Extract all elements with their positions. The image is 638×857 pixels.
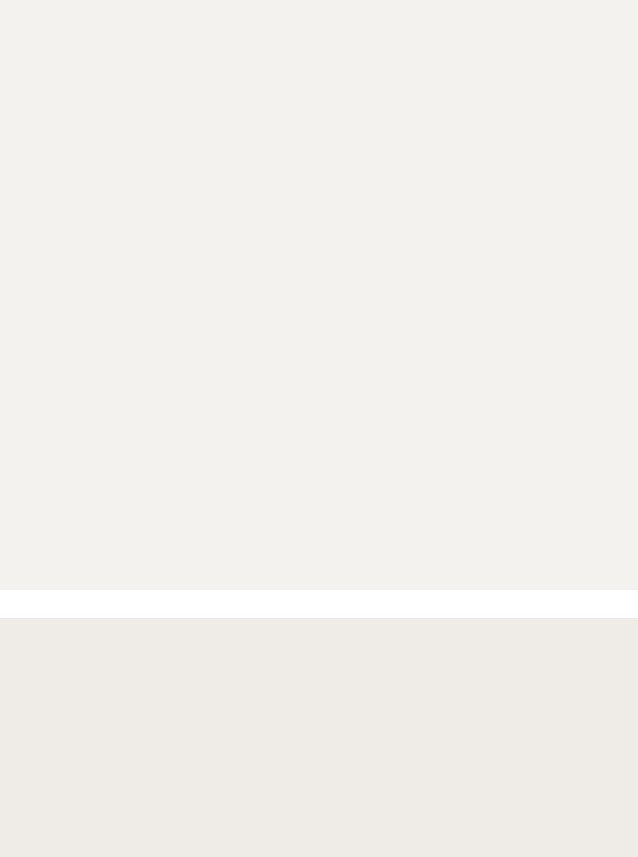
page-content-top	[56, 6, 614, 12]
page-content-bottom	[56, 634, 614, 636]
page-bottom-section	[0, 618, 638, 857]
